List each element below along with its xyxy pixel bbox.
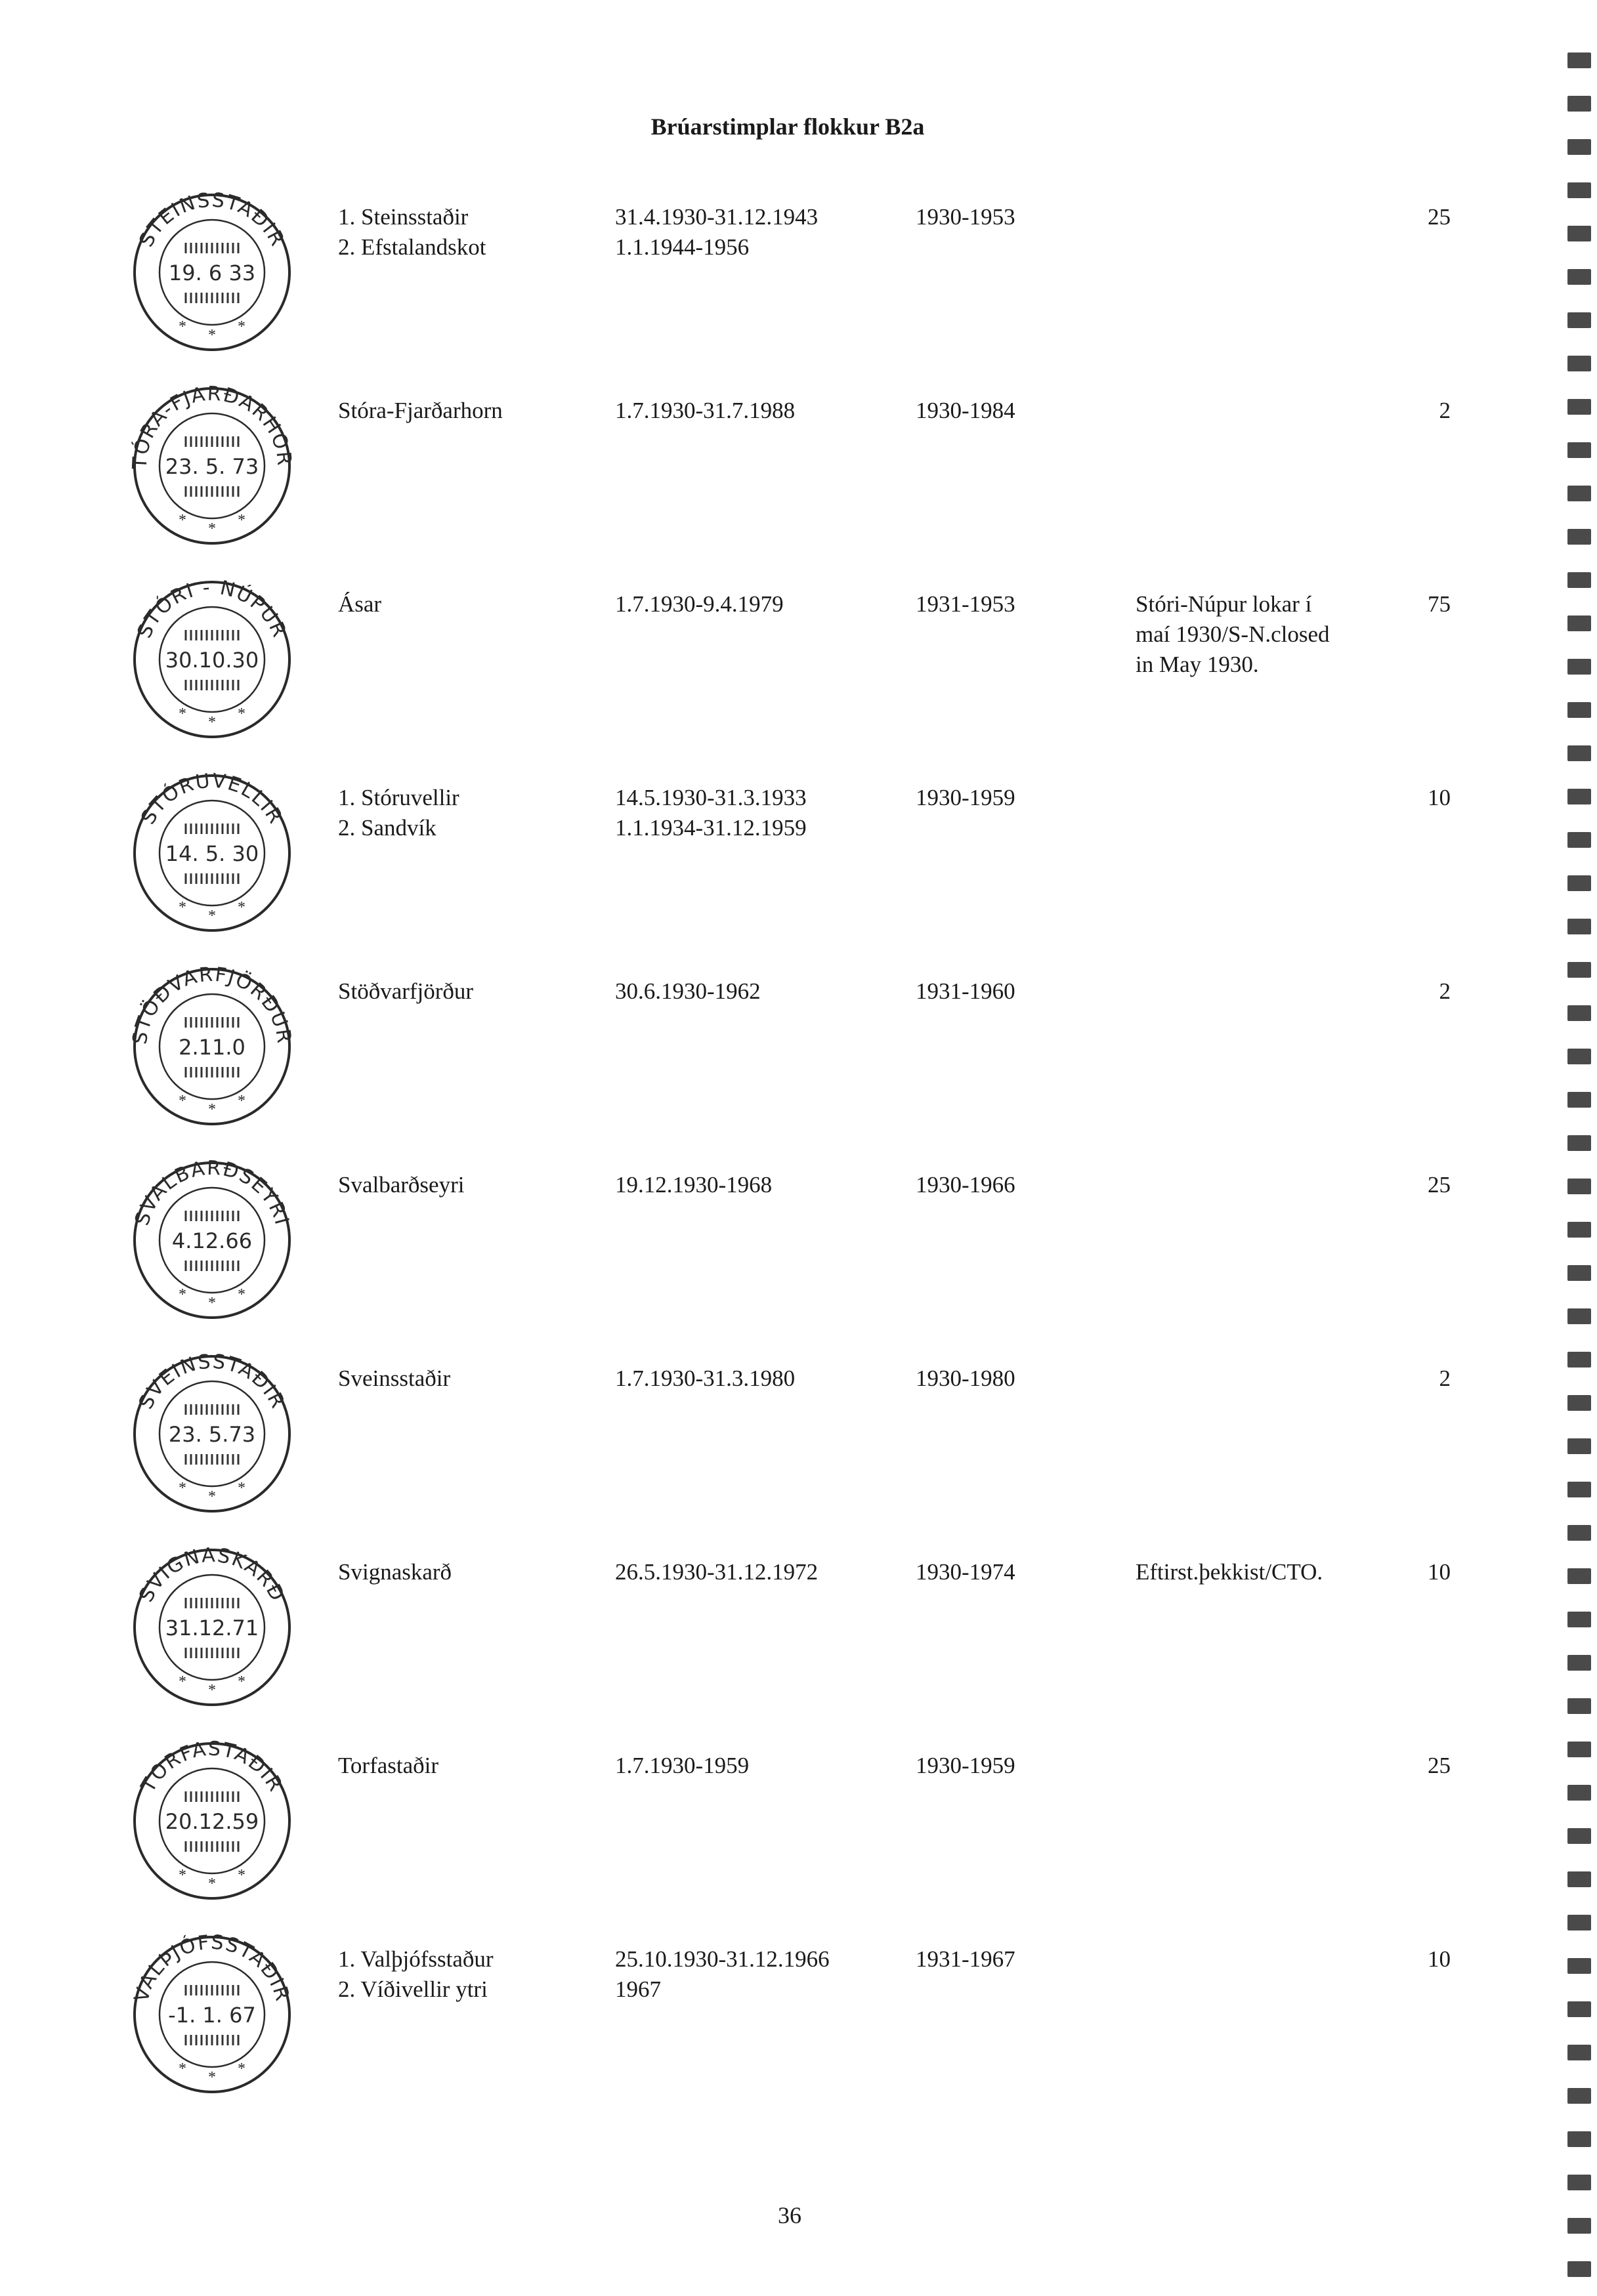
binding-hole bbox=[1567, 1395, 1591, 1411]
value-line: 25 bbox=[1428, 1172, 1451, 1198]
post-office-names bbox=[338, 783, 459, 843]
svg-text:*: * bbox=[238, 899, 245, 916]
page-number: 36 bbox=[778, 2202, 801, 2228]
postmark-image bbox=[130, 577, 294, 741]
post-office-names-line: Stóra-Fjarðarhorn bbox=[338, 398, 503, 423]
note-line: Stóri-Núpur lokar í bbox=[1136, 591, 1312, 617]
value-line: 2 bbox=[1439, 1366, 1451, 1391]
post-office-names bbox=[338, 976, 473, 1007]
value bbox=[1405, 1557, 1451, 1587]
value-line: 75 bbox=[1428, 591, 1451, 617]
svg-text:*: * bbox=[238, 705, 245, 722]
binding-hole bbox=[1567, 1568, 1591, 1584]
binding-hole bbox=[1567, 1222, 1591, 1238]
binding-hole bbox=[1567, 659, 1591, 675]
postmark-stamp bbox=[130, 965, 294, 1129]
usage-dates bbox=[615, 1170, 772, 1200]
binding-hole bbox=[1567, 745, 1591, 761]
postmark-name: STÓRI - NÚPUR bbox=[133, 577, 291, 642]
usage-dates-line: 1.7.1930-1959 bbox=[615, 1753, 750, 1778]
postmark-stamp bbox=[130, 771, 294, 935]
known-period-line: 1930-1966 bbox=[916, 1172, 1015, 1198]
value bbox=[1405, 1944, 1451, 1974]
usage-dates-line: 1.7.1930-31.3.1980 bbox=[615, 1366, 796, 1391]
svg-text:*: * bbox=[179, 318, 186, 335]
value-line: 10 bbox=[1428, 1559, 1451, 1585]
postmark-name: SVEINSSTAÐIR bbox=[134, 1352, 290, 1413]
binding-hole bbox=[1567, 226, 1591, 241]
value bbox=[1405, 1751, 1451, 1781]
post-office-names-line: 1. Steinsstaðir bbox=[338, 204, 469, 230]
postmark-image bbox=[130, 190, 294, 354]
binding-hole bbox=[1567, 1308, 1591, 1324]
usage-dates-line: 25.10.1930-31.12.1966 bbox=[615, 1946, 830, 1972]
svg-text:*: * bbox=[208, 327, 216, 344]
postmark-stamp bbox=[130, 384, 294, 548]
svg-text:*: * bbox=[208, 1875, 216, 1892]
svg-text:*: * bbox=[179, 1673, 186, 1690]
postmark-image bbox=[130, 1932, 294, 2097]
binding-hole bbox=[1567, 2131, 1591, 2147]
table-row bbox=[0, 1726, 1575, 1923]
known-period bbox=[916, 1751, 1015, 1781]
post-office-names-line: 1. Stóruvellir bbox=[338, 785, 459, 810]
postmark-date: 14. 5. 30 bbox=[165, 841, 259, 866]
value-line: 10 bbox=[1428, 785, 1451, 810]
postmark-name: SVALBARÐSEYRI bbox=[130, 1158, 294, 1228]
table-row bbox=[0, 564, 1575, 761]
svg-text:*: * bbox=[179, 2060, 186, 2077]
postmark-name: STÖÐVARFJÖRÐUR bbox=[130, 965, 294, 1046]
value-line: 10 bbox=[1428, 1946, 1451, 1972]
binding-hole bbox=[1567, 1698, 1591, 1714]
value bbox=[1405, 1170, 1451, 1200]
post-office-names-line: Ásar bbox=[338, 591, 382, 617]
binding-hole bbox=[1567, 2088, 1591, 2104]
note bbox=[1136, 1557, 1411, 1587]
note-line: in May 1930. bbox=[1136, 652, 1259, 677]
binding-hole bbox=[1567, 1438, 1591, 1454]
postmark-name: STÓRUVELLIR bbox=[137, 771, 287, 829]
table-row bbox=[0, 1532, 1575, 1729]
post-office-names-line: Torfastaðir bbox=[338, 1753, 439, 1778]
post-office-names-line: 2. Efstalandskot bbox=[338, 234, 486, 260]
post-office-names-line: Stöðvarfjörður bbox=[338, 978, 474, 1004]
usage-dates bbox=[615, 1557, 818, 1587]
post-office-names bbox=[338, 1170, 464, 1200]
svg-text:*: * bbox=[238, 2060, 245, 2077]
binding-hole bbox=[1567, 1525, 1591, 1541]
binding-hole bbox=[1567, 1092, 1591, 1108]
usage-dates bbox=[615, 396, 795, 426]
svg-text:*: * bbox=[238, 1093, 245, 1110]
value-line: 2 bbox=[1439, 978, 1451, 1004]
postmark-stamp bbox=[130, 1545, 294, 1709]
binding-hole bbox=[1567, 1958, 1591, 1974]
svg-text:*: * bbox=[238, 1867, 245, 1884]
binding-hole bbox=[1567, 399, 1591, 415]
usage-dates-line: 1.7.1930-9.4.1979 bbox=[615, 591, 784, 617]
post-office-names-line: Sveinsstaðir bbox=[338, 1366, 451, 1391]
postmark-image bbox=[130, 1545, 294, 1709]
known-period bbox=[916, 976, 1015, 1007]
usage-dates bbox=[615, 976, 761, 1007]
usage-dates-line: 1967 bbox=[615, 1976, 661, 2002]
binding-hole bbox=[1567, 356, 1591, 371]
table-row bbox=[0, 951, 1575, 1148]
postmark-stamp bbox=[130, 1158, 294, 1322]
binding-hole bbox=[1567, 1265, 1591, 1281]
post-office-names-line: 2. Sandvík bbox=[338, 815, 437, 841]
svg-text:*: * bbox=[208, 714, 216, 731]
known-period-line: 1930-1953 bbox=[916, 204, 1015, 230]
svg-text:*: * bbox=[208, 2069, 216, 2086]
post-office-names bbox=[338, 202, 486, 262]
known-period bbox=[916, 202, 1015, 232]
usage-dates-line: 14.5.1930-31.3.1933 bbox=[615, 785, 807, 810]
svg-text:*: * bbox=[208, 908, 216, 925]
postmark-stamp bbox=[130, 1932, 294, 2097]
binding-hole bbox=[1567, 789, 1591, 804]
binding-hole bbox=[1567, 1742, 1591, 1757]
svg-text:*: * bbox=[179, 705, 186, 722]
binding-hole bbox=[1567, 269, 1591, 285]
binding-hole bbox=[1567, 1049, 1591, 1064]
post-office-names bbox=[338, 1944, 494, 2005]
svg-text:*: * bbox=[179, 1480, 186, 1497]
value bbox=[1405, 976, 1451, 1007]
usage-dates-line: 19.12.1930-1968 bbox=[615, 1172, 773, 1198]
svg-text:*: * bbox=[179, 1093, 186, 1110]
postmark-date: 2.11.0 bbox=[179, 1035, 245, 1060]
binding-hole bbox=[1567, 442, 1591, 458]
postmark-date: 23. 5.73 bbox=[168, 1422, 256, 1447]
binding-hole bbox=[1567, 1612, 1591, 1627]
binding-hole bbox=[1567, 1005, 1591, 1021]
usage-dates bbox=[615, 1364, 795, 1394]
known-period bbox=[916, 783, 1015, 813]
postmark-date: 31.12.71 bbox=[165, 1616, 259, 1640]
postmark-date: 19. 6 33 bbox=[168, 261, 256, 285]
note-line: maí 1930/S-N.closed bbox=[1136, 621, 1330, 647]
binding-hole bbox=[1567, 486, 1591, 501]
postmark-date: 4.12.66 bbox=[171, 1228, 253, 1253]
binding-hole bbox=[1567, 919, 1591, 934]
usage-dates-line: 1.1.1934-31.12.1959 bbox=[615, 815, 807, 841]
post-office-names bbox=[338, 1557, 452, 1587]
postmark-image bbox=[130, 384, 294, 548]
known-period-line: 1930-1974 bbox=[916, 1559, 1015, 1585]
usage-dates bbox=[615, 589, 784, 619]
postmark-name: VALÞJÓFSSTAÐIR bbox=[130, 1932, 294, 2005]
known-period bbox=[916, 396, 1015, 426]
postmark-image bbox=[130, 1352, 294, 1516]
postmark-name: TORFASTAÐIR bbox=[137, 1739, 287, 1797]
post-office-names-line: 2. Víðivellir ytri bbox=[338, 1976, 488, 2002]
svg-text:*: * bbox=[208, 1682, 216, 1699]
postmark-name: STEINSSTAÐIR bbox=[135, 190, 289, 251]
binding-hole bbox=[1567, 962, 1591, 978]
value-line: 2 bbox=[1439, 398, 1451, 423]
post-office-names-line: Svalbarðseyri bbox=[338, 1172, 465, 1198]
usage-dates bbox=[615, 202, 818, 262]
value-line: 25 bbox=[1428, 1753, 1451, 1778]
svg-text:*: * bbox=[179, 899, 186, 916]
usage-dates-line: 1.7.1930-31.7.1988 bbox=[615, 398, 796, 423]
binding-hole bbox=[1567, 1785, 1591, 1801]
postmark-name: TÓRA-FJARÐARHOR bbox=[130, 384, 294, 470]
binding-hole bbox=[1567, 139, 1591, 155]
usage-dates-line: 26.5.1930-31.12.1972 bbox=[615, 1559, 819, 1585]
svg-text:*: * bbox=[238, 1480, 245, 1497]
binding-hole bbox=[1567, 1179, 1591, 1194]
binding-hole bbox=[1567, 1655, 1591, 1671]
known-period bbox=[916, 1944, 1015, 1974]
value bbox=[1405, 202, 1451, 232]
known-period-line: 1930-1959 bbox=[916, 785, 1015, 810]
binding-hole bbox=[1567, 1828, 1591, 1844]
post-office-names bbox=[338, 396, 503, 426]
svg-text:*: * bbox=[179, 1286, 186, 1303]
table-row bbox=[0, 1145, 1575, 1342]
binding-hole bbox=[1567, 1482, 1591, 1497]
svg-text:*: * bbox=[208, 520, 216, 537]
binding-hole bbox=[1567, 2218, 1591, 2234]
known-period-line: 1930-1980 bbox=[916, 1366, 1015, 1391]
binding-hole bbox=[1567, 2001, 1591, 2017]
note bbox=[1136, 589, 1411, 680]
postmark-date: 23. 5. 73 bbox=[165, 454, 259, 479]
postmark-date: 30.10.30 bbox=[165, 648, 259, 673]
known-period bbox=[916, 1170, 1015, 1200]
postmark-stamp bbox=[130, 190, 294, 354]
binding-hole bbox=[1567, 832, 1591, 848]
usage-dates-line: 30.6.1930-1962 bbox=[615, 978, 761, 1004]
value bbox=[1405, 396, 1451, 426]
page-title: Brúarstimplar flokkur B2a bbox=[650, 114, 925, 140]
postmark-name: SVIGNASKARÐ bbox=[135, 1545, 289, 1606]
table-row bbox=[0, 1919, 1575, 2116]
post-office-names bbox=[338, 1364, 450, 1394]
usage-dates-line: 1.1.1944-1956 bbox=[615, 234, 750, 260]
binding-hole bbox=[1567, 529, 1591, 545]
known-period-line: 1930-1984 bbox=[916, 398, 1015, 423]
binding-hole bbox=[1567, 616, 1591, 631]
post-office-names-line: 1. Valþjófsstaður bbox=[338, 1946, 494, 1972]
table-row bbox=[0, 371, 1575, 568]
binding-hole bbox=[1567, 96, 1591, 112]
postmark-image bbox=[130, 1158, 294, 1322]
postmark-stamp bbox=[130, 1739, 294, 1903]
binding-hole bbox=[1567, 875, 1591, 891]
known-period-line: 1930-1959 bbox=[916, 1753, 1015, 1778]
usage-dates bbox=[615, 1944, 830, 2005]
usage-dates bbox=[615, 1751, 749, 1781]
usage-dates-line: 31.4.1930-31.12.1943 bbox=[615, 204, 819, 230]
svg-text:*: * bbox=[179, 1867, 186, 1884]
known-period-line: 1931-1960 bbox=[916, 978, 1015, 1004]
value bbox=[1405, 589, 1451, 619]
binding-hole bbox=[1567, 182, 1591, 198]
value bbox=[1405, 1364, 1451, 1394]
binding-hole bbox=[1567, 2045, 1591, 2060]
known-period bbox=[916, 1557, 1015, 1587]
svg-text:*: * bbox=[238, 512, 245, 529]
known-period-line: 1931-1953 bbox=[916, 591, 1015, 617]
post-office-names bbox=[338, 1751, 438, 1781]
postmark-image bbox=[130, 965, 294, 1129]
post-office-names bbox=[338, 589, 381, 619]
table-row bbox=[0, 177, 1575, 374]
table-row bbox=[0, 758, 1575, 955]
known-period bbox=[916, 1364, 1015, 1394]
note-line: Eftirst.þekkist/CTO. bbox=[1136, 1559, 1323, 1585]
postmark-stamp bbox=[130, 577, 294, 741]
postmark-date: -1. 1. 67 bbox=[168, 2003, 256, 2028]
svg-text:*: * bbox=[208, 1295, 216, 1312]
binding-hole bbox=[1567, 702, 1591, 718]
usage-dates bbox=[615, 783, 807, 843]
binding-hole bbox=[1567, 572, 1591, 588]
binding-hole bbox=[1567, 52, 1591, 68]
known-period-line: 1931-1967 bbox=[916, 1946, 1015, 1972]
known-period bbox=[916, 589, 1015, 619]
table-row bbox=[0, 1339, 1575, 1535]
binding-hole bbox=[1567, 2175, 1591, 2190]
svg-text:*: * bbox=[238, 1673, 245, 1690]
svg-text:*: * bbox=[238, 318, 245, 335]
svg-text:*: * bbox=[208, 1101, 216, 1118]
post-office-names-line: Svignaskarð bbox=[338, 1559, 452, 1585]
binding-hole bbox=[1567, 312, 1591, 328]
svg-text:*: * bbox=[208, 1488, 216, 1505]
binding-hole bbox=[1567, 1135, 1591, 1151]
binding-hole bbox=[1567, 1352, 1591, 1367]
postmark-image bbox=[130, 771, 294, 935]
postmark-date: 20.12.59 bbox=[165, 1809, 259, 1834]
binding-hole bbox=[1567, 1871, 1591, 1887]
binding-hole bbox=[1567, 2261, 1591, 2277]
postmark-stamp bbox=[130, 1352, 294, 1516]
value-line: 25 bbox=[1428, 204, 1451, 230]
binding-hole bbox=[1567, 1915, 1591, 1931]
value bbox=[1405, 783, 1451, 813]
svg-text:*: * bbox=[179, 512, 186, 529]
svg-text:*: * bbox=[238, 1286, 245, 1303]
postmark-image bbox=[130, 1739, 294, 1903]
